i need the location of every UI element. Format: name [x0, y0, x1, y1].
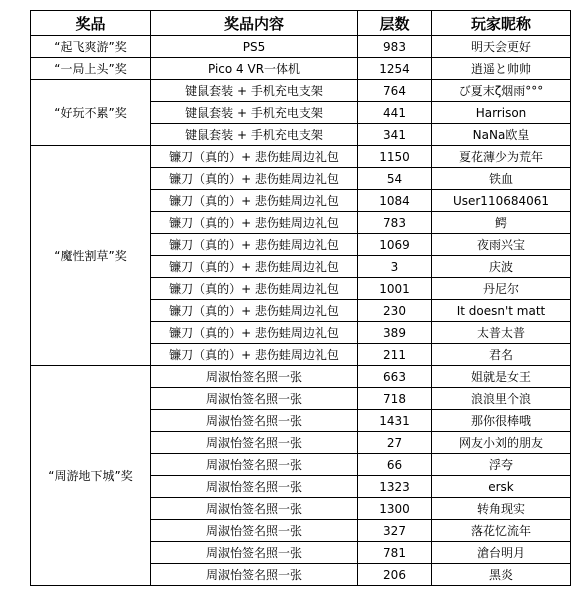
- item-cell: 周淑怡签名照一张: [151, 410, 358, 432]
- player-cell: 转角现实: [432, 498, 571, 520]
- item-cell: 键鼠套装 + 手机充电支架: [151, 102, 358, 124]
- floor-cell: 781: [358, 542, 432, 564]
- floor-cell: 441: [358, 102, 432, 124]
- table-body: [31, 36, 571, 586]
- player-cell: Harrison: [432, 102, 571, 124]
- item-cell: 周淑怡签名照一张: [151, 454, 358, 476]
- item-cell: Pico 4 VR一体机: [151, 58, 358, 80]
- floor-cell: 327: [358, 520, 432, 542]
- table-row: [31, 36, 571, 58]
- item-cell: 镰刀（真的）+ 悲伤蛙周边礼包: [151, 322, 358, 344]
- player-cell: NaNa欧皇: [432, 124, 571, 146]
- item-cell: 周淑怡签名照一张: [151, 366, 358, 388]
- item-cell: PS5: [151, 36, 358, 58]
- header-row: [31, 11, 571, 36]
- header-floor: 层数: [358, 11, 432, 36]
- player-cell: 太普太普: [432, 322, 571, 344]
- floor-cell: 1431: [358, 410, 432, 432]
- item-cell: 镰刀（真的）+ 悲伤蛙周边礼包: [151, 234, 358, 256]
- floor-cell: 1300: [358, 498, 432, 520]
- player-cell: ersk: [432, 476, 571, 498]
- floor-cell: 206: [358, 564, 432, 586]
- floor-cell: 66: [358, 454, 432, 476]
- item-cell: 镰刀（真的）+ 悲伤蛙周边礼包: [151, 300, 358, 322]
- item-cell: 周淑怡签名照一张: [151, 498, 358, 520]
- header-player: 玩家昵称: [432, 11, 571, 36]
- floor-cell: 27: [358, 432, 432, 454]
- item-cell: 镰刀（真的）+ 悲伤蛙周边礼包: [151, 146, 358, 168]
- player-cell: 君名: [432, 344, 571, 366]
- floor-cell: 783: [358, 212, 432, 234]
- item-cell: 镰刀（真的）+ 悲伤蛙周边礼包: [151, 256, 358, 278]
- item-cell: 周淑怡签名照一张: [151, 476, 358, 498]
- floor-cell: 341: [358, 124, 432, 146]
- player-cell: 明天会更好: [432, 36, 571, 58]
- player-cell: 浮夸: [432, 454, 571, 476]
- floor-cell: 718: [358, 388, 432, 410]
- player-cell: It doesn't matt: [432, 300, 571, 322]
- prize-name-cell: “周游地下城”奖: [31, 366, 151, 586]
- player-cell: 姐就是女王: [432, 366, 571, 388]
- player-cell: 丹尼尔: [432, 278, 571, 300]
- floor-cell: 983: [358, 36, 432, 58]
- player-cell: 浪浪里个浪: [432, 388, 571, 410]
- prize-table: [30, 10, 571, 586]
- floor-cell: 3: [358, 256, 432, 278]
- floor-cell: 1323: [358, 476, 432, 498]
- prize-name-cell: “好玩不累”奖: [31, 80, 151, 146]
- floor-cell: 1069: [358, 234, 432, 256]
- floor-cell: 230: [358, 300, 432, 322]
- player-cell: 滄台明月: [432, 542, 571, 564]
- player-cell: User110684061: [432, 190, 571, 212]
- item-cell: 周淑怡签名照一张: [151, 388, 358, 410]
- floor-cell: 764: [358, 80, 432, 102]
- table-row: [31, 146, 571, 168]
- floor-cell: 1084: [358, 190, 432, 212]
- item-cell: 周淑怡签名照一张: [151, 542, 358, 564]
- item-cell: 周淑怡签名照一张: [151, 520, 358, 542]
- item-cell: 镰刀（真的）+ 悲伤蛙周边礼包: [151, 168, 358, 190]
- player-cell: 黑炎: [432, 564, 571, 586]
- player-cell: 鳄: [432, 212, 571, 234]
- floor-cell: 663: [358, 366, 432, 388]
- item-cell: 键鼠套装 + 手机充电支架: [151, 80, 358, 102]
- floor-cell: 211: [358, 344, 432, 366]
- player-cell: 落花忆流年: [432, 520, 571, 542]
- player-cell: び夏末ζ烟雨°°°: [432, 80, 571, 102]
- player-cell: 铁血: [432, 168, 571, 190]
- floor-cell: 1254: [358, 58, 432, 80]
- item-cell: 周淑怡签名照一张: [151, 564, 358, 586]
- item-cell: 镰刀（真的）+ 悲伤蛙周边礼包: [151, 278, 358, 300]
- floor-cell: 389: [358, 322, 432, 344]
- floor-cell: 1001: [358, 278, 432, 300]
- floor-cell: 1150: [358, 146, 432, 168]
- header-item: 奖品内容: [151, 11, 358, 36]
- prize-name-cell: “一局上头”奖: [31, 58, 151, 80]
- item-cell: 镰刀（真的）+ 悲伤蛙周边礼包: [151, 190, 358, 212]
- table-row: [31, 80, 571, 102]
- table-row: [31, 58, 571, 80]
- table-row: [31, 366, 571, 388]
- player-cell: 夏花薄少为荒年: [432, 146, 571, 168]
- prize-name-cell: “魔性割草”奖: [31, 146, 151, 366]
- item-cell: 周淑怡签名照一张: [151, 432, 358, 454]
- item-cell: 镰刀（真的）+ 悲伤蛙周边礼包: [151, 344, 358, 366]
- floor-cell: 54: [358, 168, 432, 190]
- player-cell: 庆波: [432, 256, 571, 278]
- item-cell: 镰刀（真的）+ 悲伤蛙周边礼包: [151, 212, 358, 234]
- prize-name-cell: “起飞爽游”奖: [31, 36, 151, 58]
- player-cell: 网友小刘的朋友: [432, 432, 571, 454]
- player-cell: 那你很棒哦: [432, 410, 571, 432]
- player-cell: 逍遥と帅帅: [432, 58, 571, 80]
- item-cell: 键鼠套装 + 手机充电支架: [151, 124, 358, 146]
- header-prize: 奖品: [31, 11, 151, 36]
- player-cell: 夜雨兴宝: [432, 234, 571, 256]
